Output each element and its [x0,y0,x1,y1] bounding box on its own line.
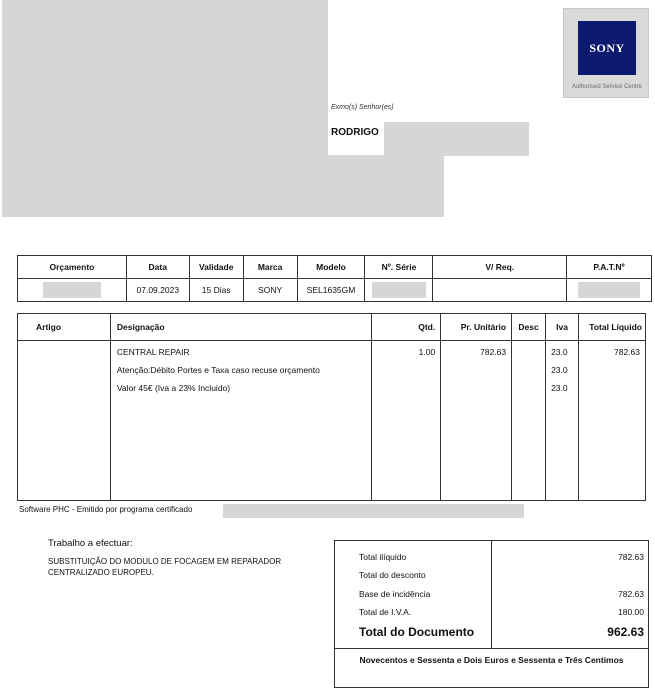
label-total-iva: Total de I.V.A. [359,607,412,617]
header-orcamento: Orçamento [18,256,127,279]
redacted-client-surname [384,122,529,156]
value-numero-serie [365,279,433,302]
col-iva: Iva [546,314,579,341]
line-pr-unitario: 782.63 [480,347,507,357]
line-iva: 23.0 [551,347,568,357]
line-iva: 23.0 [551,383,568,393]
client-name: RODRIGO [331,127,379,138]
col-total-liquido: Total Líquido [579,314,646,341]
line-designacao: Atenção:Débito Portes e Taxa caso recuse orçamento [116,365,320,375]
col-artigo: Artigo [18,314,111,341]
cell-qtd [372,341,441,501]
redacted-company-block [2,0,328,217]
header-pat: P.A.T.Nº [567,256,652,279]
redacted-company-block-ext [320,155,444,217]
line-designacao: CENTRAL REPAIR [116,347,190,357]
line-iva: 23.0 [551,365,568,375]
redacted-value [578,282,640,298]
label-base-incidencia: Base de incidência [359,589,431,599]
value-v-req [433,279,567,302]
totals-divider [491,541,492,649]
label-total-iliquido: Total ilíquido [359,552,407,562]
sony-logo-mark: SONY [578,21,636,75]
work-title: Trabalho a efectuar: [48,538,133,549]
totals-box [334,540,649,688]
redacted-certificate-number [223,504,524,518]
logo-caption: Authorised Service Centre [571,84,643,90]
quote-info-table [17,255,652,302]
col-qtd: Qtd. [372,314,441,341]
value-data: 07.09.2023 [126,279,189,302]
amount-in-words: Novecentos e Sessenta e Dois Euros e Sessenta e Três Centimos [359,655,624,665]
items-table [17,313,646,501]
col-pr-unitario: Pr. Unitário [441,314,512,341]
cell-desc [512,341,546,501]
value-base-incidencia: 782.63 [618,589,644,599]
cell-artigo [18,341,111,501]
col-designacao: Designação [110,314,371,341]
salutation: Exmo(s) Senhor(es) [331,104,394,111]
col-desc: Desc [512,314,546,341]
cell-pr-unitario [441,341,512,501]
value-total-iva: 180.00 [618,607,644,617]
redacted-value [43,282,101,298]
value-total-documento: 962.63 [607,625,644,639]
header-v-req: V/ Req. [433,256,567,279]
value-orcamento [18,279,127,302]
cell-total-liquido [579,341,646,501]
redacted-value [372,282,426,298]
header-numero-serie: Nº. Série [365,256,433,279]
totals-inner [335,541,648,649]
work-description: SUBSTITUIÇÃO DO MODULO DE FOCAGEM EM REPARADOR CENTRALIZADO EUROPEU. [48,557,282,577]
software-note: Software PHC - Emitido por programa certificado [19,505,193,514]
label-total-documento: Total do Documento [359,625,475,639]
value-total-iliquido: 782.63 [618,552,644,562]
line-designacao: Valor 45€ (Iva a 23% Incluido) [116,383,231,393]
line-total: 782.63 [614,347,640,357]
value-validade: 15 Dias [189,279,243,302]
header-data: Data [126,256,189,279]
cell-designacao [110,341,371,501]
brand-logo [563,8,649,98]
header-marca: Marca [243,256,297,279]
label-total-desconto: Total do desconto [359,570,426,580]
value-modelo: SEL1635GM [297,279,365,302]
header-validade: Validade [189,256,243,279]
value-pat [567,279,652,302]
line-qtd: 1.00 [418,347,436,357]
header-modelo: Modelo [297,256,365,279]
value-marca: SONY [243,279,297,302]
cell-iva [546,341,579,501]
